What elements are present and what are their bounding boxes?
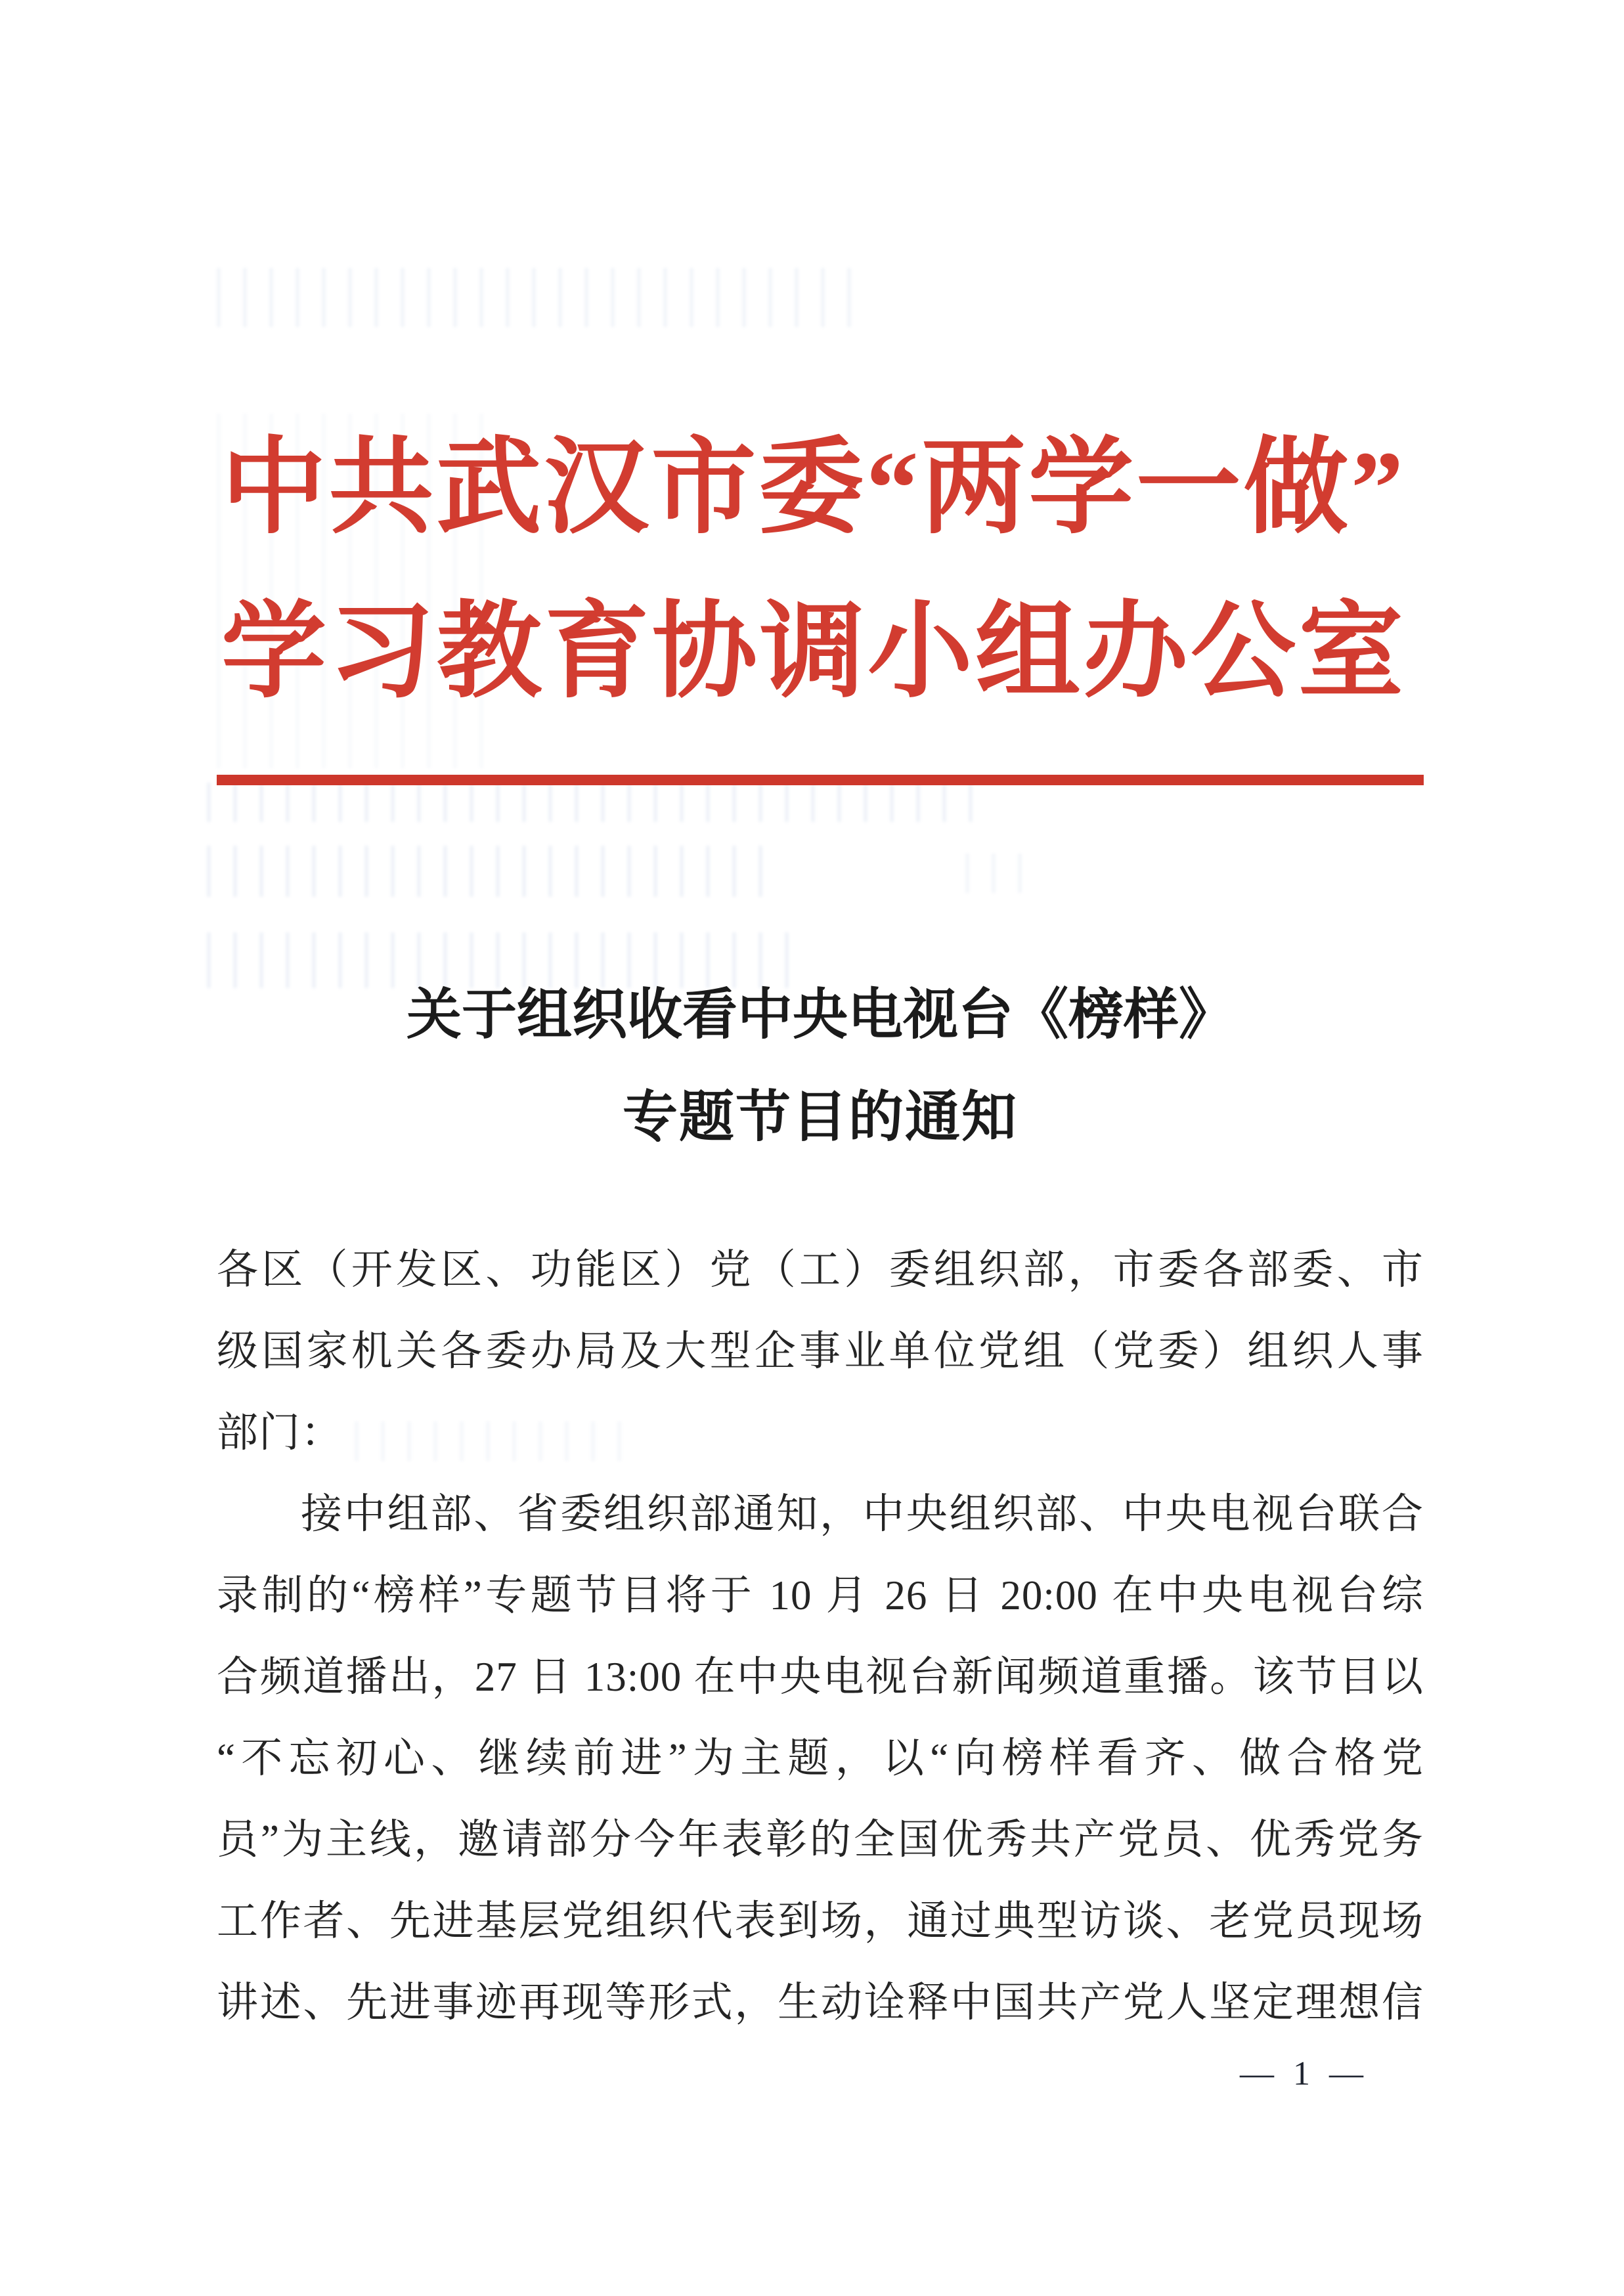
document-title-line-2: 专题节目的通知 <box>622 1087 1018 1148</box>
page-number: — 1 — <box>1240 2055 1363 2092</box>
ink-bleed-through-mark <box>207 846 785 897</box>
body-line: “不忘初心、继续前进”为主题，以“向榜样看齐、做合格党 <box>217 1735 1424 1781</box>
body-text <box>217 1229 1424 2043</box>
body-line: 讲述、先进事迹再现等形式，生动诠释中国共产党人坚定理想信 <box>217 1980 1424 2025</box>
document-title-line-1: 关于组织收看中央电视台《榜样》 <box>406 985 1234 1046</box>
document-title <box>217 980 1424 1154</box>
letterhead-line-1: 中共武汉市委“两学一做” <box>221 429 1403 546</box>
red-separator-rule <box>217 775 1424 785</box>
body-line: 录制的“榜样”专题节目将于 10 月 26 日 20:00 在中央电视台综 <box>217 1572 1424 1618</box>
body-line: 合频道播出，27 日 13:00 在中央电视台新闻频道重播。该节目以 <box>217 1654 1424 1700</box>
body-line: 员”为主线，邀请部分今年表彰的全国优秀共产党员、优秀党务 <box>217 1817 1424 1863</box>
ink-bleed-through-mark <box>207 783 975 822</box>
body-line: 工作者、先进基层党组织代表到场，通过典型访谈、老党员现场 <box>217 1898 1424 1944</box>
body-line: 接中组部、省委组织部通知，中央组织部、中央电视台联合 <box>301 1491 1424 1537</box>
ink-bleed-through-mark <box>217 268 873 327</box>
body-line: 级国家机关各委办局及大型企事业单位党组（党委）组织人事 <box>217 1328 1424 1374</box>
letterhead <box>221 406 1403 734</box>
body-line: 部门： <box>217 1410 343 1456</box>
ink-bleed-through-mark <box>965 854 1038 893</box>
letterhead-line-2: 学习教育协调小组办公室 <box>221 594 1403 710</box>
body-line: 各区（开发区、功能区）党（工）委组织部，市委各部委、市 <box>217 1247 1424 1293</box>
